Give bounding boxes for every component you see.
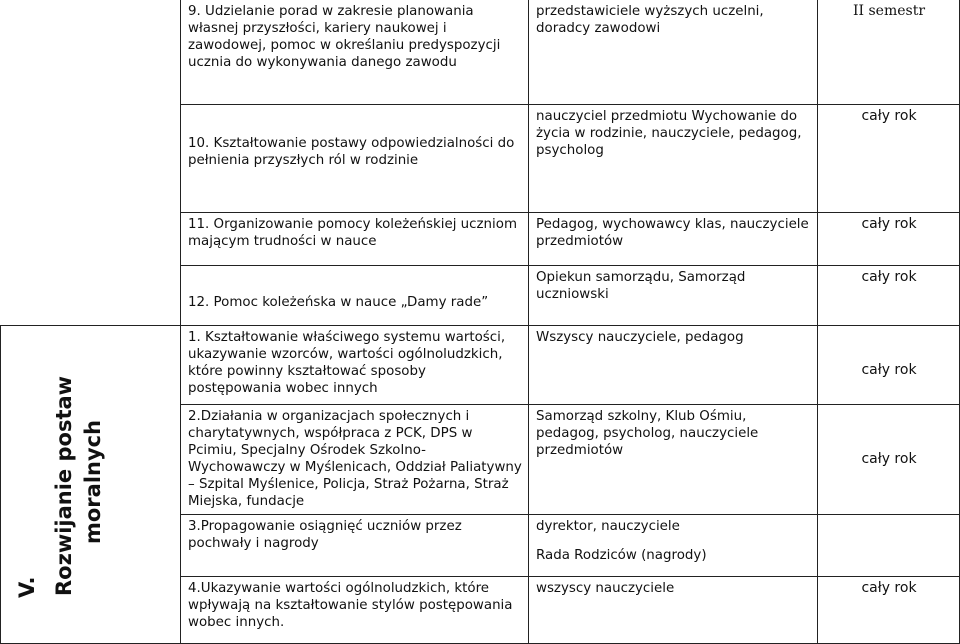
table-row (1, 265, 960, 325)
table-row (1, 0, 960, 104)
date-cell: cały rok (818, 404, 960, 514)
responsible-cell: Opiekun samorządu, Samorząd uczniowski (529, 265, 818, 325)
task-cell: 10. Kształtowanie postawy odpowiedzialności do pełnienia przyszłych ról w rodzinie (181, 104, 529, 212)
table-row (1, 325, 960, 404)
blank-cell (1, 265, 181, 325)
task-cell: 11. Organizowanie pomocy koleżeńskiej uczniom mającym trudności w nauce (181, 212, 529, 265)
section-number: V. (15, 575, 39, 598)
blank-cell (1, 0, 181, 104)
section-title-line2: moralnych (81, 419, 105, 544)
date-cell: cały rok (818, 104, 960, 212)
blank-cell (1, 212, 181, 265)
date-cell: II semestr (818, 0, 960, 104)
responsible-cell: nauczyciel przedmiotu Wychowanie do życia w rodzinie, nauczyciele, pedagog, psycholog (529, 104, 818, 212)
responsible-line: dyrektor, nauczyciele (536, 518, 680, 534)
task-cell: 12. Pomoc koleżeńska w nauce „Damy rade” (181, 265, 529, 325)
task-cell: 2.Działania w organizacjach społecznych i charytatywnych, współpraca z PCK, DPS w Pcimiu, Specjalny Ośrodek Szkolno-Wychowawczy w Myślenicach, Oddział Paliatywny – Szpital Myślenice, Policja, Straż Pożarna, Straż Miejska, fundacje (181, 404, 529, 514)
task-cell: 3.Propagowanie osiągnięć uczniów przez pochwały i nagrody (181, 514, 529, 576)
task-cell: 9. Udzielanie porad w zakresie planowania własnej przyszłości, kariery naukowej i zawodowej, pomoc w określaniu predyspozycji ucznia do wykonywania danego zawodu (181, 0, 529, 104)
date-cell (818, 514, 960, 576)
responsible-cell: Samorząd szkolny, Klub Ośmiu, pedagog, psycholog, nauczyciele przedmiotów (529, 404, 818, 514)
date-cell: cały rok (818, 325, 960, 404)
responsible-cell: wszyscy nauczyciele (529, 576, 818, 643)
responsible-cell: Pedagog, wychowawcy klas, nauczyciele przedmiotów (529, 212, 818, 265)
responsible-cell: Wszyscy nauczyciele, pedagog (529, 325, 818, 404)
responsible-cell: przedstawiciele wyższych uczelni, doradcy zawodowi (529, 0, 818, 104)
section-title-line1: Rozwijanie postaw (52, 375, 76, 596)
task-cell: 1. Kształtowanie właściwego systemu wartości, ukazywanie wzorców, wartości ogólnoludzkich, które powinny kształtować sposoby postępowania wobec innych (181, 325, 529, 404)
date-cell: cały rok (818, 576, 960, 643)
date-cell: cały rok (818, 212, 960, 265)
table-row (1, 212, 960, 265)
responsible-cell (529, 514, 818, 576)
section-header-cell (1, 325, 181, 643)
responsible-line: Rada Rodziców (nagrody) (536, 547, 707, 563)
task-cell: 4.Ukazywanie wartości ogólnoludzkich, które wpływają na kształtowanie stylów postępowania wobec innych. (181, 576, 529, 643)
blank-cell (1, 104, 181, 212)
date-cell: cały rok (818, 265, 960, 325)
table-row (1, 104, 960, 212)
